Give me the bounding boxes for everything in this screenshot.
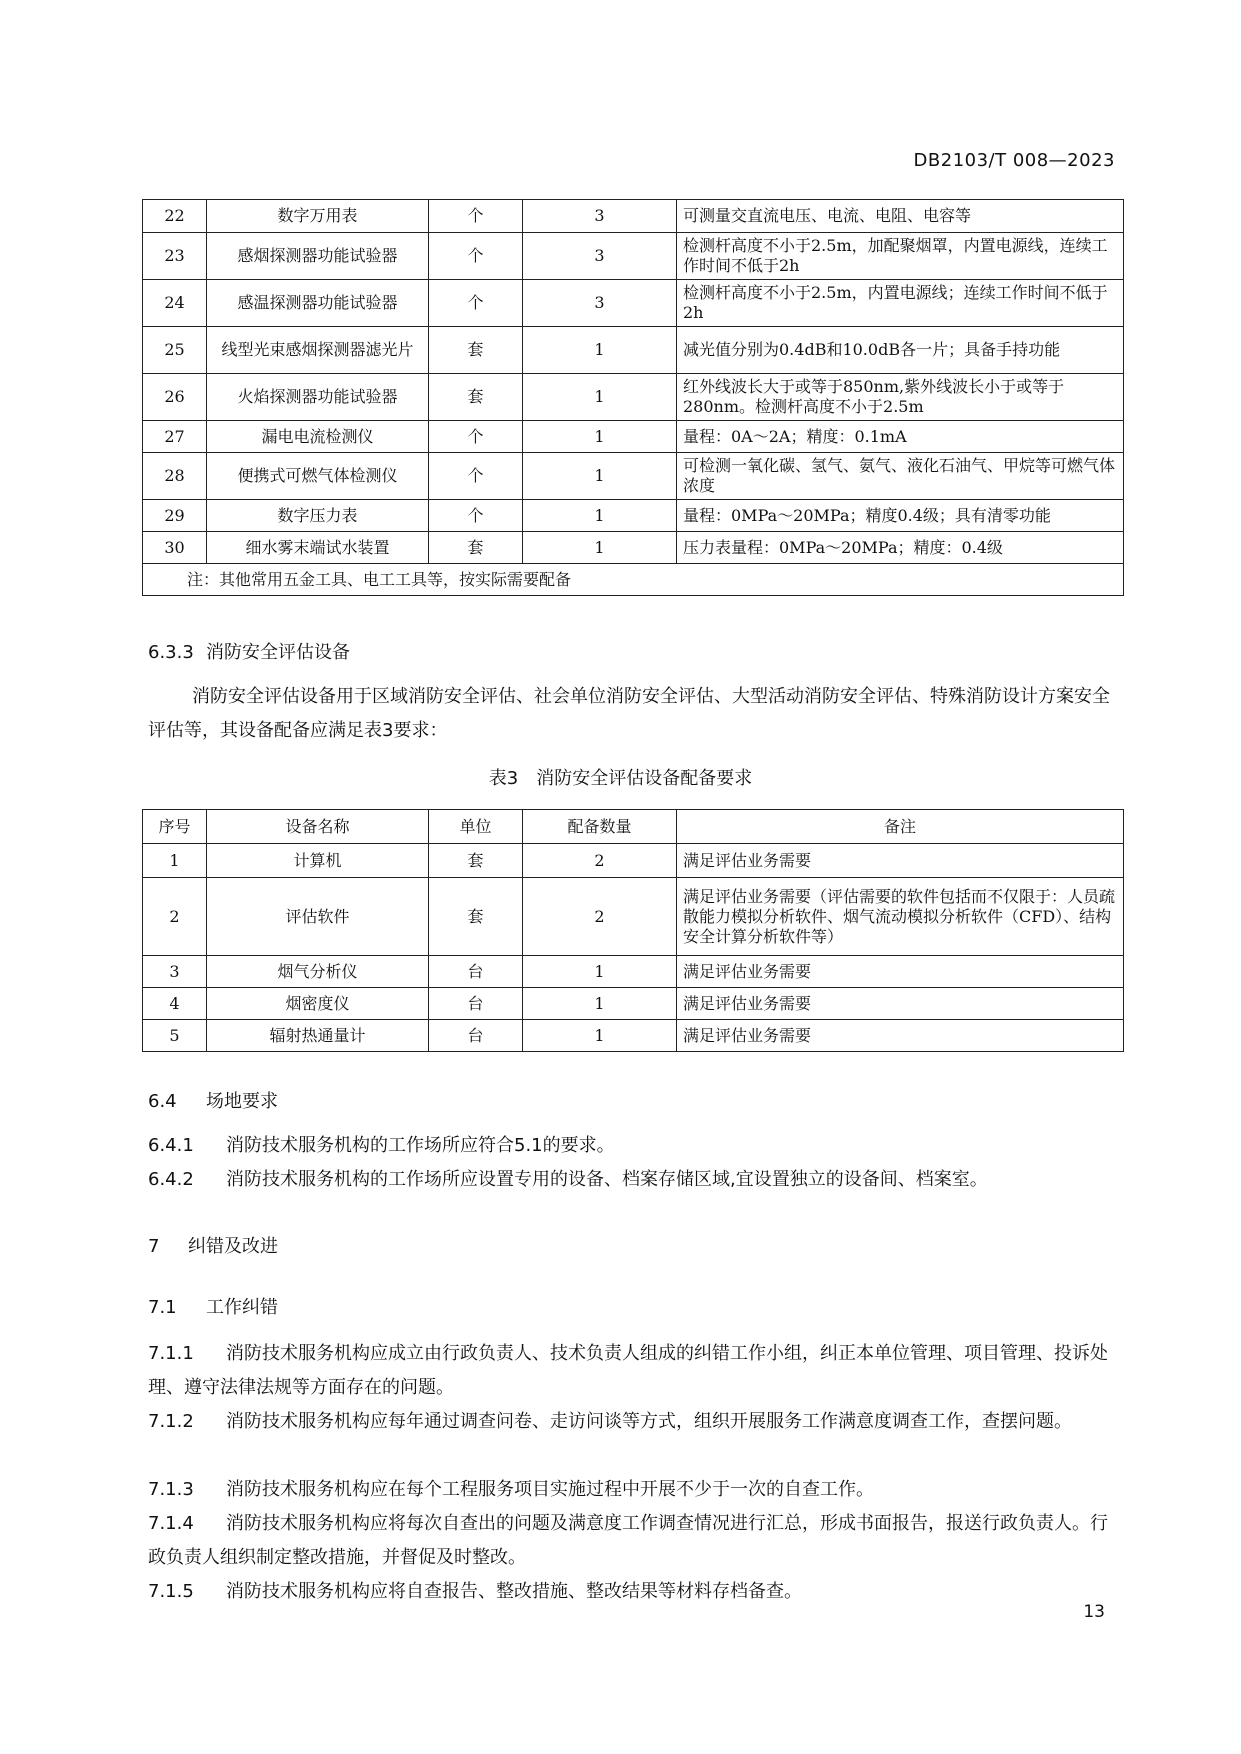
section-7-heading: 7 纠错及改进: [148, 1236, 278, 1257]
assessment-equipment-table: [142, 809, 1124, 1052]
cell-unit: 套: [429, 327, 523, 374]
cell-note: 压力表量程：0MPa～20MPa；精度：0.4级: [677, 532, 1124, 564]
cell-name: 感烟探测器功能试验器: [207, 233, 429, 280]
cell-no: 29: [143, 500, 207, 532]
section-6-4-heading: 6.4 场地要求: [148, 1091, 278, 1112]
cell-unit: 套: [429, 878, 523, 956]
cell-name: 漏电电流检测仪: [207, 421, 429, 453]
cell-no: 2: [143, 878, 207, 956]
table-row: [143, 200, 1124, 233]
cell-note: 可测量交直流电压、电流、电阻、电容等: [677, 200, 1124, 233]
cell-no: 28: [143, 453, 207, 500]
cell-note: 满足评估业务需要: [677, 1020, 1124, 1052]
equipment-table-continued: [142, 199, 1124, 596]
header-note: 备注: [677, 810, 1124, 844]
section-7-1-heading: 7.1 工作纠错: [148, 1297, 278, 1318]
header-unit: 单位: [429, 810, 523, 844]
table-row: [143, 500, 1124, 532]
cell-qty: 2: [523, 878, 677, 956]
cell-name: 火焰探测器功能试验器: [207, 374, 429, 421]
cell-name: 数字万用表: [207, 200, 429, 233]
header-qty: 配备数量: [523, 810, 677, 844]
cell-no: 30: [143, 532, 207, 564]
item-7-1-1: 7.1.1 消防技术服务机构应成立由行政负责人、技术负责人组成的纠错工作小组，纠正本单位管理、项目管理、投诉处理、遵守法律法规等方面存在的问题。: [148, 1343, 1108, 1398]
cell-unit: 个: [429, 500, 523, 532]
cell-name: 感温探测器功能试验器: [207, 280, 429, 327]
cell-qty: 1: [523, 532, 677, 564]
cell-qty: 2: [523, 844, 677, 878]
cell-no: 27: [143, 421, 207, 453]
cell-qty: 1: [523, 500, 677, 532]
cell-note: 满足评估业务需要: [677, 988, 1124, 1020]
table-row: [143, 988, 1124, 1020]
item-7-1-5: 7.1.5 消防技术服务机构应将自查报告、整改措施、整改结果等材料存档备查。: [148, 1581, 802, 1602]
table-row: [143, 453, 1124, 500]
cell-name: 烟气分析仪: [207, 956, 429, 988]
cell-name: 烟密度仪: [207, 988, 429, 1020]
table-row: [143, 844, 1124, 878]
table-row: [143, 956, 1124, 988]
cell-no: 22: [143, 200, 207, 233]
table-row: [143, 421, 1124, 453]
cell-no: 23: [143, 233, 207, 280]
table-note-row: [143, 564, 1124, 596]
cell-note: 减光值分别为0.4dB和10.0dB各一片；具备手持功能: [677, 327, 1124, 374]
cell-no: 4: [143, 988, 207, 1020]
cell-name: 辐射热通量计: [207, 1020, 429, 1052]
table-note: 注：其他常用五金工具、电工工具等，按实际需要配备: [143, 564, 1124, 596]
cell-unit: 台: [429, 1020, 523, 1052]
item-7-1-2: 7.1.2 消防技术服务机构应每年通过调查问卷、走访问谈等方式，组织开展服务工作满意度调查工作，查摆问题。: [148, 1411, 1072, 1432]
cell-qty: 1: [523, 374, 677, 421]
cell-name: 细水雾末端试水装置: [207, 532, 429, 564]
cell-qty: 1: [523, 327, 677, 374]
cell-name: 计算机: [207, 844, 429, 878]
cell-note: 量程：0MPa～20MPa；精度0.4级；具有清零功能: [677, 500, 1124, 532]
cell-note: 满足评估业务需要: [677, 956, 1124, 988]
cell-no: 25: [143, 327, 207, 374]
cell-no: 3: [143, 956, 207, 988]
cell-unit: 台: [429, 988, 523, 1020]
section-6-3-3-paragraph: 消防安全评估设备用于区域消防安全评估、社会单位消防安全评估、大型活动消防安全评估、特殊消防设计方案安全评估等，其设备配备应满足表3要求：: [148, 686, 1110, 741]
cell-note: 满足评估业务需要（评估需要的软件包括而不仅限于：人员疏散能力模拟分析软件、烟气流动模拟分析软件（CFD）、结构安全计算分析软件等）: [677, 878, 1124, 956]
document-id: DB2103/T 008—2023: [913, 150, 1115, 171]
item-6-4-2: 6.4.2 消防技术服务机构的工作场所应设置专用的设备、档案存储区域,宜设置独立的设备间、档案室。: [148, 1169, 988, 1190]
table3-header-row: [143, 810, 1124, 844]
header-name: 设备名称: [207, 810, 429, 844]
cell-no: 1: [143, 844, 207, 878]
table-row: [143, 233, 1124, 280]
cell-qty: 3: [523, 280, 677, 327]
cell-unit: 套: [429, 374, 523, 421]
cell-unit: 个: [429, 200, 523, 233]
item-6-4-1: 6.4.1 消防技术服务机构的工作场所应符合5.1的要求。: [148, 1135, 615, 1156]
cell-unit: 个: [429, 233, 523, 280]
cell-name: 线型光束感烟探测器滤光片: [207, 327, 429, 374]
cell-qty: 1: [523, 988, 677, 1020]
cell-no: 5: [143, 1020, 207, 1052]
cell-note: 检测杆高度不小于2.5m，加配聚烟罩，内置电源线，连续工作时间不低于2h: [677, 233, 1124, 280]
table-row: [143, 532, 1124, 564]
table-row: [143, 878, 1124, 956]
section-6-3-3-heading: 6.3.3 消防安全评估设备: [148, 642, 350, 663]
cell-qty: 3: [523, 233, 677, 280]
cell-no: 26: [143, 374, 207, 421]
cell-qty: 1: [523, 453, 677, 500]
table-row: [143, 280, 1124, 327]
cell-note: 红外线波长大于或等于850nm,紫外线波长小于或等于280nm。检测杆高度不小于2.5m: [677, 374, 1124, 421]
cell-unit: 个: [429, 280, 523, 327]
table-row: [143, 327, 1124, 374]
cell-name: 评估软件: [207, 878, 429, 956]
cell-unit: 个: [429, 421, 523, 453]
table-row: [143, 1020, 1124, 1052]
cell-unit: 套: [429, 532, 523, 564]
cell-unit: 套: [429, 844, 523, 878]
item-7-1-3: 7.1.3 消防技术服务机构应在每个工程服务项目实施过程中开展不少于一次的自查工作。: [148, 1479, 874, 1500]
cell-qty: 1: [523, 421, 677, 453]
item-7-1-4: 7.1.4 消防技术服务机构应将每次自查出的问题及满意度工作调查情况进行汇总，形成书面报告，报送行政负责人。行政负责人组织制定整改措施，并督促及时整改。: [148, 1513, 1108, 1568]
page-number: 13: [1083, 1602, 1105, 1622]
cell-no: 24: [143, 280, 207, 327]
cell-qty: 3: [523, 200, 677, 233]
cell-unit: 个: [429, 453, 523, 500]
cell-name: 数字压力表: [207, 500, 429, 532]
cell-note: 可检测一氧化碳、氢气、氨气、液化石油气、甲烷等可燃气体浓度: [677, 453, 1124, 500]
cell-unit: 台: [429, 956, 523, 988]
table-row: [143, 374, 1124, 421]
header-no: 序号: [143, 810, 207, 844]
cell-name: 便携式可燃气体检测仪: [207, 453, 429, 500]
cell-note: 满足评估业务需要: [677, 844, 1124, 878]
cell-note: 量程：0A～2A；精度：0.1mA: [677, 421, 1124, 453]
cell-qty: 1: [523, 956, 677, 988]
table3-caption: 表3 消防安全评估设备配备要求: [488, 768, 753, 789]
cell-qty: 1: [523, 1020, 677, 1052]
cell-note: 检测杆高度不小于2.5m，内置电源线；连续工作时间不低于2h: [677, 280, 1124, 327]
